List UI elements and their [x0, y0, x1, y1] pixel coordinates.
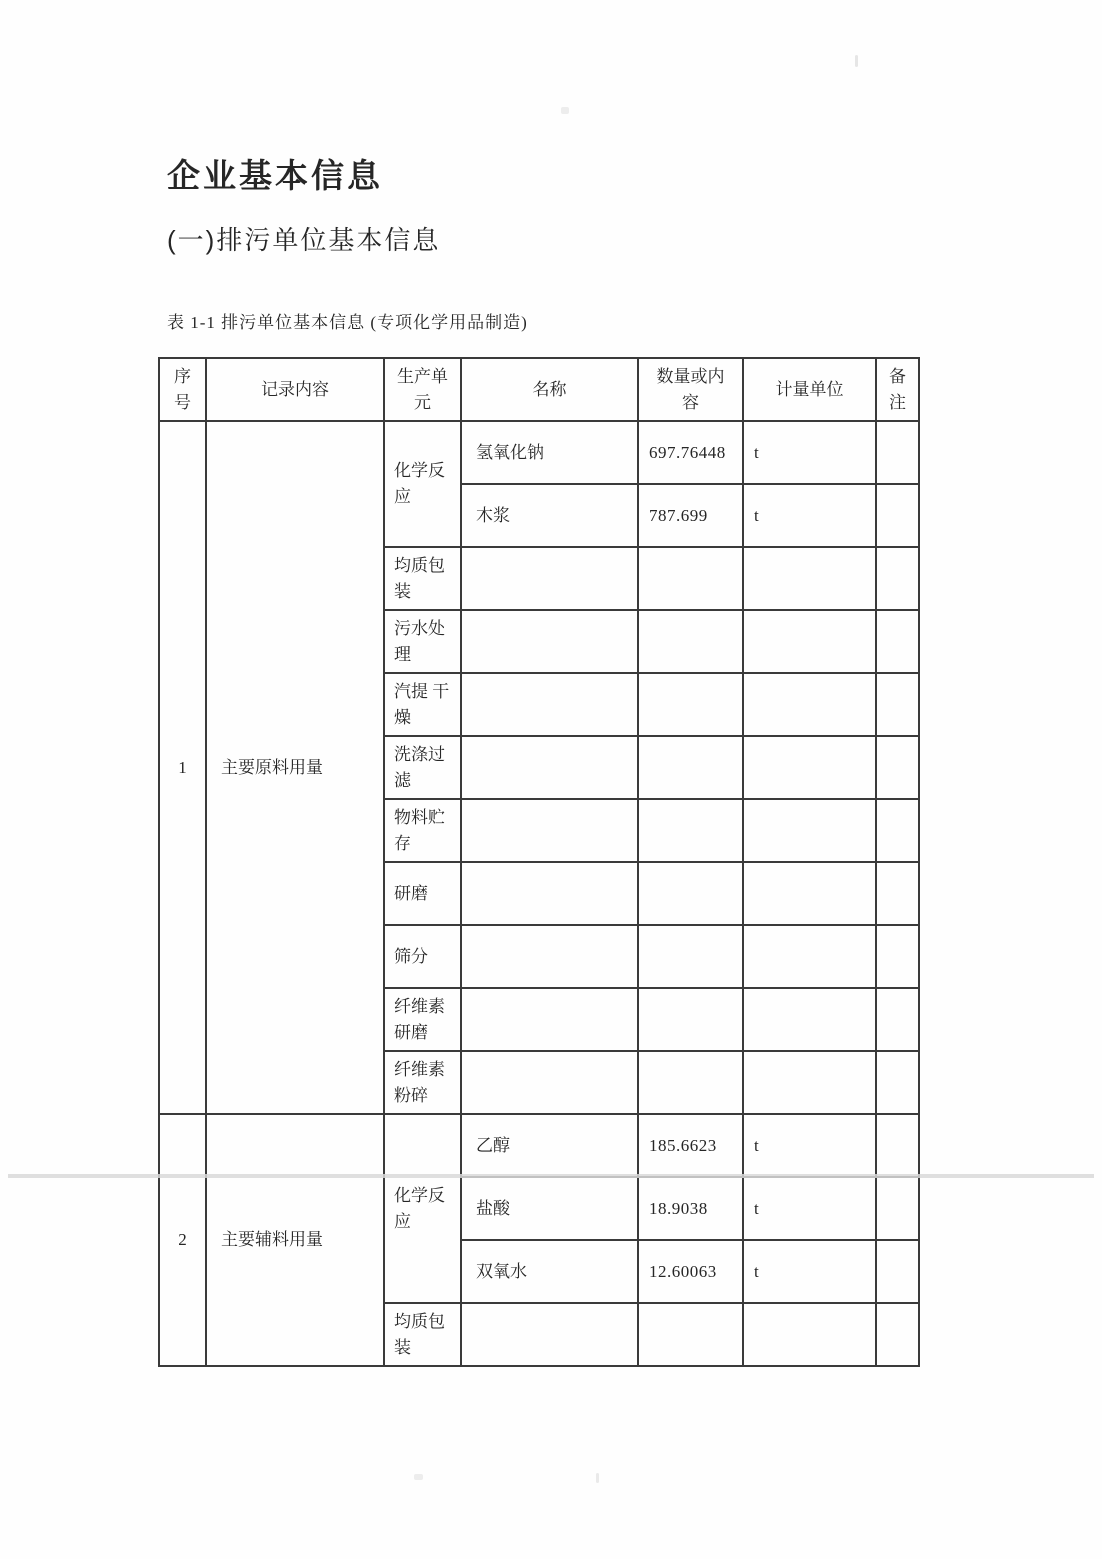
quantity-cell	[638, 1303, 743, 1366]
quantity-cell	[638, 673, 743, 736]
measure-unit-cell	[743, 799, 876, 862]
production-unit-cell: 化学反应	[384, 1114, 461, 1303]
measure-unit-cell	[743, 1303, 876, 1366]
quantity-cell: 787.699	[638, 484, 743, 547]
measure-unit-cell	[743, 1051, 876, 1114]
scan-speck	[561, 107, 569, 114]
table-row	[159, 421, 919, 484]
scan-artifact-line	[8, 1174, 1094, 1178]
scan-speck	[414, 1474, 423, 1480]
header-remark: 备注	[876, 358, 919, 421]
quantity-cell	[638, 1051, 743, 1114]
remark-cell	[876, 547, 919, 610]
header-row	[159, 358, 919, 421]
measure-unit-cell: t	[743, 484, 876, 547]
production-unit-cell: 均质包装	[384, 547, 461, 610]
quantity-cell: 12.60063	[638, 1240, 743, 1303]
material-name-cell	[461, 862, 638, 925]
measure-unit-cell	[743, 925, 876, 988]
remark-cell	[876, 421, 919, 484]
production-unit-cell: 污水处理	[384, 610, 461, 673]
production-unit-cell: 纤维素粉碎	[384, 1051, 461, 1114]
material-name-cell	[461, 673, 638, 736]
quantity-cell	[638, 547, 743, 610]
material-name-cell	[461, 736, 638, 799]
material-name-cell	[461, 610, 638, 673]
table-row	[159, 1114, 919, 1177]
material-name-cell: 双氧水	[461, 1240, 638, 1303]
remark-cell	[876, 736, 919, 799]
remark-cell	[876, 484, 919, 547]
measure-unit-cell: t	[743, 1177, 876, 1240]
table-caption: 表 1-1 排污单位基本信息 (专项化学用品制造)	[167, 313, 528, 332]
header-production-unit: 生产单元	[384, 358, 461, 421]
header-record-content: 记录内容	[206, 358, 384, 421]
seq-no-cell: 2	[159, 1114, 206, 1366]
production-unit-cell: 筛分	[384, 925, 461, 988]
material-name-cell	[461, 925, 638, 988]
measure-unit-cell: t	[743, 1240, 876, 1303]
production-unit-cell: 物料贮存	[384, 799, 461, 862]
section-heading: (一)排污单位基本信息	[167, 225, 441, 255]
remark-cell	[876, 1240, 919, 1303]
material-name-cell: 氢氧化钠	[461, 421, 638, 484]
remark-cell	[876, 1177, 919, 1240]
remark-cell	[876, 799, 919, 862]
measure-unit-cell	[743, 736, 876, 799]
measure-unit-cell: t	[743, 421, 876, 484]
seq-no-cell: 1	[159, 421, 206, 1114]
material-name-cell: 木浆	[461, 484, 638, 547]
material-name-cell	[461, 1303, 638, 1366]
remark-cell	[876, 862, 919, 925]
material-name-cell	[461, 547, 638, 610]
remark-cell	[876, 1303, 919, 1366]
remark-cell	[876, 673, 919, 736]
production-unit-cell: 洗涤过滤	[384, 736, 461, 799]
header-name: 名称	[461, 358, 638, 421]
quantity-cell: 185.6623	[638, 1114, 743, 1177]
measure-unit-cell: t	[743, 1114, 876, 1177]
production-unit-cell: 研磨	[384, 862, 461, 925]
material-name-cell	[461, 988, 638, 1051]
measure-unit-cell	[743, 610, 876, 673]
header-seq-no: 序号	[159, 358, 206, 421]
header-quantity-or-content: 数量或内容	[638, 358, 743, 421]
remark-cell	[876, 925, 919, 988]
material-name-cell: 乙醇	[461, 1114, 638, 1177]
quantity-cell	[638, 988, 743, 1051]
material-name-cell	[461, 799, 638, 862]
quantity-cell: 18.9038	[638, 1177, 743, 1240]
header-measure-unit: 计量单位	[743, 358, 876, 421]
scan-speck	[855, 55, 858, 67]
remark-cell	[876, 610, 919, 673]
remark-cell	[876, 1051, 919, 1114]
quantity-cell	[638, 799, 743, 862]
record-content-cell: 主要原料用量	[206, 421, 384, 1114]
measure-unit-cell	[743, 673, 876, 736]
measure-unit-cell	[743, 862, 876, 925]
measure-unit-cell	[743, 547, 876, 610]
quantity-cell: 697.76448	[638, 421, 743, 484]
scan-speck	[596, 1473, 599, 1483]
basic-info-table	[158, 357, 920, 1367]
remark-cell	[876, 1114, 919, 1177]
page-title: 企业基本信息	[167, 157, 383, 194]
quantity-cell	[638, 610, 743, 673]
quantity-cell	[638, 862, 743, 925]
production-unit-cell: 汽提 干燥	[384, 673, 461, 736]
production-unit-cell: 均质包装	[384, 1303, 461, 1366]
quantity-cell	[638, 925, 743, 988]
record-content-cell: 主要辅料用量	[206, 1114, 384, 1366]
production-unit-cell: 化学反应	[384, 421, 461, 547]
production-unit-cell: 纤维素研磨	[384, 988, 461, 1051]
material-name-cell: 盐酸	[461, 1177, 638, 1240]
quantity-cell	[638, 736, 743, 799]
remark-cell	[876, 988, 919, 1051]
measure-unit-cell	[743, 988, 876, 1051]
material-name-cell	[461, 1051, 638, 1114]
